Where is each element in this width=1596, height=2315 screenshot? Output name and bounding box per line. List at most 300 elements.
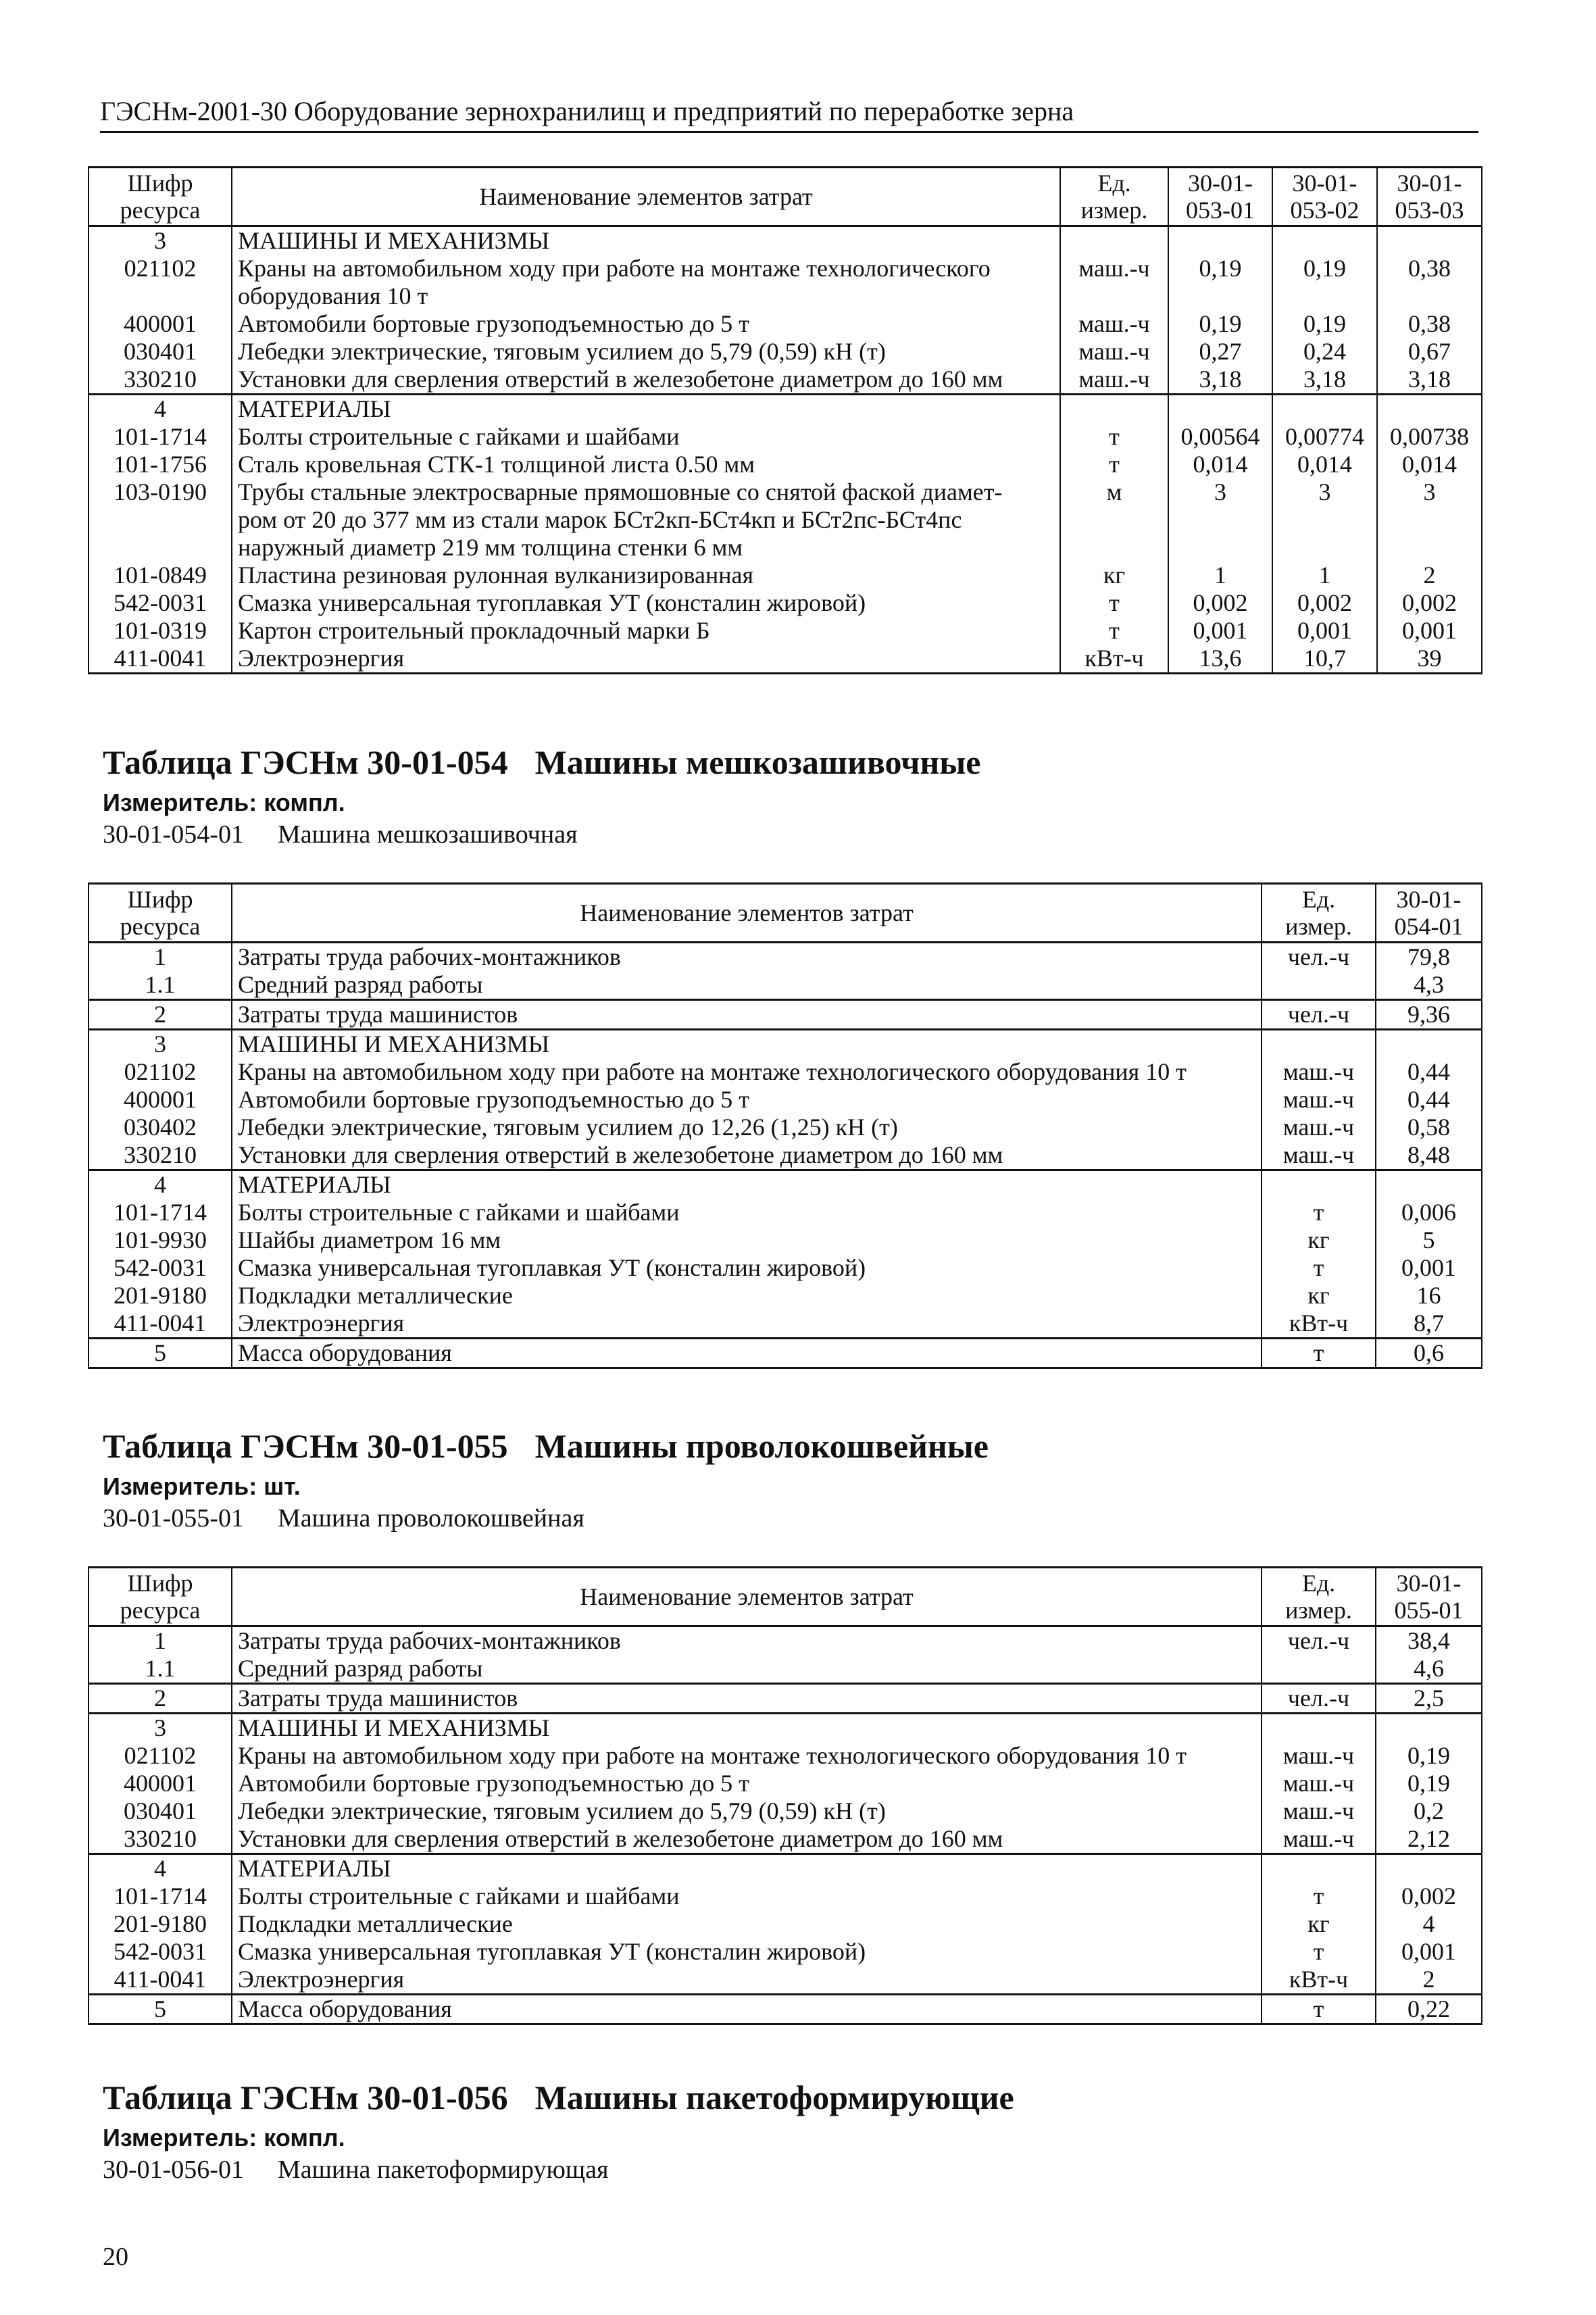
table-055-title: [103, 1426, 989, 1466]
table-054-sub-code: 30-01-054-01: [103, 820, 244, 849]
unit-of-measure: маш.-ч: [1060, 338, 1168, 366]
norm-value: 0,58: [1376, 1114, 1482, 1141]
resource-code: 400001: [89, 310, 232, 338]
table-054-subtitle: [103, 819, 578, 850]
unit-of-measure: маш.-ч: [1262, 1742, 1376, 1770]
resource-name: [232, 1626, 1262, 1656]
table-056-sub-code: 30-01-056-01: [103, 2156, 244, 2184]
resource-name-line: Установки для сверления отверстий в железобетоне диаметром до 160 мм: [238, 366, 1003, 393]
resource-name: [232, 1310, 1262, 1339]
norm-value: 0,001: [1376, 1938, 1482, 1966]
norm-value: 0,014: [1377, 451, 1482, 478]
unit-of-measure: кВт-ч: [1060, 645, 1168, 674]
table-row: [89, 1226, 1482, 1254]
resource-code: 542-0031: [89, 1254, 232, 1282]
table-row: [89, 1910, 1482, 1938]
resource-code: 030402: [89, 1114, 232, 1141]
header-col-053-01: 30-01- 053-01: [1168, 168, 1272, 226]
table-row: [89, 943, 1482, 972]
header-col-053-02: 30-01- 053-02: [1272, 168, 1377, 226]
unit-of-measure: чел.-ч: [1262, 1626, 1376, 1656]
resource-name-line: Автомобили бортовые грузоподъемностью до 5 т: [238, 310, 749, 337]
norm-value: 0,00564: [1168, 423, 1272, 451]
resource-name-line: Смазка универсальная тугоплавкая УТ (консталин жировой): [238, 589, 866, 616]
resource-name-line: Масса оборудования: [238, 1995, 452, 2022]
norm-value: 3,18: [1272, 366, 1377, 395]
resource-name-line: Автомобили бортовые грузоподъемностью до 5 т: [238, 1770, 749, 1797]
resource-name: [232, 1825, 1262, 1854]
resource-name: [232, 1995, 1262, 2024]
table-row: [89, 1742, 1482, 1770]
norm-value: 9,36: [1376, 1000, 1482, 1030]
unit-of-measure: т: [1060, 617, 1168, 645]
table-054-number: Таблица ГЭСНм 30-01-054: [103, 743, 508, 781]
unit-of-measure: т: [1262, 1199, 1376, 1226]
table-row: [89, 255, 1482, 310]
norm-value: 0,014: [1272, 451, 1377, 478]
resource-name-line: Краны на автомобильном ходу при работе на монтаже технологического оборудования 10 т: [238, 1742, 1187, 1769]
resource-name-line: Затраты труда машинистов: [238, 1685, 518, 1712]
table-055-sub-name: Машина проволокошвейная: [277, 1504, 584, 1533]
resource-code: 400001: [89, 1770, 232, 1797]
unit-of-measure: т: [1262, 1995, 1376, 2024]
resource-name: [232, 478, 1060, 562]
unit-of-measure: т: [1262, 1254, 1376, 1282]
table-056-subtitle: [103, 2154, 609, 2185]
resource-code: 021102: [89, 1742, 232, 1770]
resource-code: 101-9930: [89, 1226, 232, 1254]
unit-of-measure: [1262, 1030, 1376, 1059]
norm-value: 39: [1377, 645, 1482, 674]
resource-name-continuation: ром от 20 до 377 мм из стали марок БСт2кп-БСт4кп и БСт2пс-БСт4пс: [238, 506, 962, 533]
resource-code: 3: [89, 1030, 232, 1059]
resource-code: 3: [89, 226, 232, 255]
resource-code: 201-9180: [89, 1910, 232, 1938]
resource-name-line: МАТЕРИАЛЫ: [238, 1855, 391, 1882]
unit-of-measure: кг: [1262, 1910, 1376, 1938]
table-056-title: [103, 2077, 1014, 2118]
norm-value: 16: [1376, 1282, 1482, 1310]
norm-value: 0,19: [1272, 255, 1377, 310]
unit-of-measure: маш.-ч: [1262, 1086, 1376, 1114]
norm-value: 2,12: [1376, 1825, 1482, 1854]
table-row: [89, 1626, 1482, 1656]
resource-table-054: [88, 882, 1482, 1369]
norm-value: 0,19: [1272, 310, 1377, 338]
resource-name: [232, 1170, 1262, 1199]
header-code: Шифр ресурса: [89, 1568, 232, 1626]
table-row: [89, 1825, 1482, 1854]
table-row: [89, 1282, 1482, 1310]
unit-of-measure: т: [1060, 451, 1168, 478]
norm-value: [1168, 226, 1272, 255]
unit-of-measure: т: [1262, 1938, 1376, 1966]
unit-of-measure: маш.-ч: [1262, 1825, 1376, 1854]
table-055-name: Машины проволокошвейные: [534, 1427, 989, 1465]
table-055-subtitle: [103, 1503, 584, 1534]
norm-value: 5: [1376, 1226, 1482, 1254]
header-col-053-03: 30-01- 053-03: [1377, 168, 1482, 226]
norm-value: 4,3: [1376, 971, 1482, 1000]
table-row: [89, 589, 1482, 617]
norm-value: 0,00774: [1272, 423, 1377, 451]
unit-of-measure: [1262, 1854, 1376, 1883]
unit-of-measure: т: [1262, 1883, 1376, 1910]
resource-code: 101-1756: [89, 451, 232, 478]
resource-name-line: Пластина резиновая рулонная вулканизированная: [238, 562, 754, 589]
resource-code: 101-1714: [89, 1883, 232, 1910]
norm-value: 4: [1376, 1910, 1482, 1938]
table-row: [89, 645, 1482, 674]
resource-name-line: Картон строительный прокладочный марки Б: [238, 617, 710, 644]
norm-value: 0,002: [1168, 589, 1272, 617]
unit-of-measure: маш.-ч: [1060, 255, 1168, 310]
norm-value: [1272, 226, 1377, 255]
resource-code: 1.1: [89, 971, 232, 1000]
norm-value: 3: [1272, 478, 1377, 562]
norm-value: 1: [1272, 562, 1377, 589]
resource-name: [232, 1797, 1262, 1825]
resource-name: [232, 943, 1262, 972]
unit-of-measure: кВт-ч: [1262, 1966, 1376, 1995]
table-row: [89, 226, 1482, 255]
resource-name: [232, 451, 1060, 478]
norm-value: 0,38: [1377, 310, 1482, 338]
resource-code: 101-0849: [89, 562, 232, 589]
header-col-054-01: 30-01- 054-01: [1376, 884, 1482, 943]
resource-code: 411-0041: [89, 1966, 232, 1995]
resource-name: [232, 1058, 1262, 1086]
resource-code: 400001: [89, 1086, 232, 1114]
resource-name-line: Краны на автомобильном ходу при работе на монтаже технологического: [238, 255, 991, 282]
table-row: [89, 1883, 1482, 1910]
norm-value: 0,2: [1376, 1797, 1482, 1825]
resource-table-055: [88, 1566, 1482, 2025]
norm-value: 0,44: [1376, 1086, 1482, 1114]
table-055-measure: Измеритель: шт.: [103, 1472, 301, 1500]
norm-value: 0,014: [1168, 451, 1272, 478]
unit-of-measure: т: [1060, 589, 1168, 617]
resource-code: 542-0031: [89, 1938, 232, 1966]
resource-code: 4: [89, 1170, 232, 1199]
resource-name-line: МАШИНЫ И МЕХАНИЗМЫ: [238, 227, 550, 254]
resource-code: 030401: [89, 338, 232, 366]
table-row: [89, 617, 1482, 645]
resource-code: 103-0190: [89, 478, 232, 562]
resource-name: [232, 1254, 1262, 1282]
table-row: [89, 971, 1482, 1000]
unit-of-measure: кг: [1262, 1282, 1376, 1310]
resource-name: [232, 310, 1060, 338]
resource-name: [232, 395, 1060, 424]
norm-value: [1376, 1714, 1482, 1743]
resource-code: 330210: [89, 366, 232, 395]
norm-value: 8,7: [1376, 1310, 1482, 1339]
resource-name: [232, 1742, 1262, 1770]
resource-name-line: Болты строительные с гайками и шайбами: [238, 1883, 680, 1910]
table-row: [89, 1000, 1482, 1030]
table-055-number: Таблица ГЭСНм 30-01-055: [103, 1427, 508, 1465]
resource-name-line: Электроэнергия: [238, 1310, 405, 1337]
table-row: [89, 1938, 1482, 1966]
resource-code: 3: [89, 1714, 232, 1743]
resource-name-line: Электроэнергия: [238, 1966, 405, 1993]
resource-code: 2: [89, 1000, 232, 1030]
resource-code: 021102: [89, 255, 232, 310]
running-header: ГЭСНм-2001-30 Оборудование зернохранилищ и предприятий по переработке зерна: [100, 93, 1478, 133]
table-row: [89, 1141, 1482, 1170]
norm-value: 0,001: [1377, 617, 1482, 645]
resource-name-line: Затраты труда рабочих-монтажников: [238, 943, 621, 970]
norm-value: 0,002: [1376, 1883, 1482, 1910]
unit-of-measure: м: [1060, 478, 1168, 562]
unit-of-measure: маш.-ч: [1262, 1114, 1376, 1141]
norm-value: 0,44: [1376, 1058, 1482, 1086]
resource-name-line: Масса оборудования: [238, 1339, 452, 1366]
table-row: [89, 1339, 1482, 1368]
header-col-055-01: 30-01- 055-01: [1376, 1568, 1482, 1626]
norm-value: 10,7: [1272, 645, 1377, 674]
table-row: [89, 1030, 1482, 1059]
norm-value: [1272, 395, 1377, 424]
unit-of-measure: [1262, 1170, 1376, 1199]
table-056-sub-name: Машина пакетоформирующая: [277, 2156, 609, 2184]
unit-of-measure: [1060, 395, 1168, 424]
resource-name: [232, 617, 1060, 645]
unit-of-measure: кг: [1060, 562, 1168, 589]
norm-value: 0,19: [1168, 255, 1272, 310]
header-code: Шифр ресурса: [89, 168, 232, 226]
resource-code: 021102: [89, 1058, 232, 1086]
resource-name-line: МАТЕРИАЛЫ: [238, 1171, 391, 1198]
unit-of-measure: маш.-ч: [1262, 1058, 1376, 1086]
resource-name: [232, 1114, 1262, 1141]
norm-value: 13,6: [1168, 645, 1272, 674]
table-row: [89, 562, 1482, 589]
table-054-sub-name: Машина мешкозашивочная: [277, 820, 578, 849]
unit-of-measure: маш.-ч: [1262, 1770, 1376, 1797]
norm-value: 0,001: [1272, 617, 1377, 645]
table-row: [89, 1995, 1482, 2024]
resource-name-line: МАШИНЫ И МЕХАНИЗМЫ: [238, 1030, 550, 1057]
norm-value: 0,19: [1376, 1742, 1482, 1770]
resource-name: [232, 1966, 1262, 1995]
resource-name: [232, 366, 1060, 395]
norm-value: 3,18: [1377, 366, 1482, 395]
table-row: [89, 1684, 1482, 1714]
header-code: Шифр ресурса: [89, 884, 232, 943]
resource-name-line: Лебедки электрические, тяговым усилием до 5,79 (0,59) кН (т): [238, 1797, 886, 1824]
header-unit: Ед. измер.: [1262, 884, 1376, 943]
resource-code: 2: [89, 1684, 232, 1714]
resource-name-line: Лебедки электрические, тяговым усилием до 5,79 (0,59) кН (т): [238, 338, 886, 365]
resource-code: 4: [89, 395, 232, 424]
table-row: [89, 423, 1482, 451]
resource-name-line: Краны на автомобильном ходу при работе на монтаже технологического оборудования 10 т: [238, 1058, 1187, 1085]
resource-name: [232, 645, 1060, 674]
unit-of-measure: т: [1060, 423, 1168, 451]
resource-code: 411-0041: [89, 1310, 232, 1339]
table-056-number: Таблица ГЭСНм 30-01-056: [103, 2078, 508, 2116]
table-row: [89, 1310, 1482, 1339]
table-row: [89, 310, 1482, 338]
table-row: [89, 1770, 1482, 1797]
table-row: [89, 395, 1482, 424]
resource-name-line: Подкладки металлические: [238, 1282, 513, 1309]
unit-of-measure: [1262, 1655, 1376, 1684]
unit-of-measure: чел.-ч: [1262, 1684, 1376, 1714]
norm-value: 0,002: [1272, 589, 1377, 617]
norm-value: 0,38: [1377, 255, 1482, 310]
norm-value: 3: [1377, 478, 1482, 562]
resource-code: 101-1714: [89, 423, 232, 451]
resource-name-line: Смазка универсальная тугоплавкая УТ (консталин жировой): [238, 1254, 866, 1281]
norm-value: 79,8: [1376, 943, 1482, 972]
resource-name-line: МАШИНЫ И МЕХАНИЗМЫ: [238, 1714, 550, 1741]
table-row: [89, 338, 1482, 366]
norm-value: [1377, 226, 1482, 255]
resource-code: 5: [89, 1339, 232, 1368]
table-row: [89, 1655, 1482, 1684]
resource-name: [232, 1655, 1262, 1684]
header-name: Наименование элементов затрат: [232, 884, 1262, 943]
norm-value: 1: [1168, 562, 1272, 589]
norm-value: 0,6: [1376, 1339, 1482, 1368]
unit-of-measure: чел.-ч: [1262, 943, 1376, 972]
table-row: [89, 1058, 1482, 1086]
resource-code: 542-0031: [89, 589, 232, 617]
unit-of-measure: маш.-ч: [1060, 310, 1168, 338]
resource-name-line: Электроэнергия: [238, 645, 405, 672]
resource-name: [232, 1770, 1262, 1797]
resource-name: [232, 226, 1060, 255]
norm-value: [1168, 395, 1272, 424]
resource-name-line: Установки для сверления отверстий в железобетоне диаметром до 160 мм: [238, 1141, 1003, 1168]
resource-name: [232, 1226, 1262, 1254]
table-054-measure: Измеритель: компл.: [103, 789, 345, 816]
resource-name: [232, 1339, 1262, 1368]
unit-of-measure: маш.-ч: [1262, 1797, 1376, 1825]
resource-name: [232, 338, 1060, 366]
unit-of-measure: чел.-ч: [1262, 1000, 1376, 1030]
norm-value: 0,001: [1168, 617, 1272, 645]
resource-table-053: [88, 166, 1482, 674]
resource-code: 201-9180: [89, 1282, 232, 1310]
header-unit: Ед. измер.: [1262, 1568, 1376, 1626]
table-row: [89, 1797, 1482, 1825]
table-row: [89, 1114, 1482, 1141]
table-row: [89, 366, 1482, 395]
unit-of-measure: кг: [1262, 1226, 1376, 1254]
norm-value: 3: [1168, 478, 1272, 562]
resource-code: 330210: [89, 1141, 232, 1170]
resource-code: 101-0319: [89, 617, 232, 645]
norm-value: 4,6: [1376, 1655, 1482, 1684]
resource-name: [232, 1684, 1262, 1714]
resource-name-line: Болты строительные с гайками и шайбами: [238, 1199, 680, 1226]
norm-value: [1377, 395, 1482, 424]
header-unit: Ед. измер.: [1060, 168, 1168, 226]
resource-code: 4: [89, 1854, 232, 1883]
page-number: 20: [103, 2243, 128, 2271]
unit-of-measure: [1262, 1714, 1376, 1743]
resource-name-line: Смазка универсальная тугоплавкая УТ (консталин жировой): [238, 1938, 866, 1965]
resource-name-line: Сталь кровельная СТК-1 толщиной листа 0.50 мм: [238, 451, 755, 478]
resource-name: [232, 1938, 1262, 1966]
resource-name: [232, 1000, 1262, 1030]
table-056-name: Машины пакетоформирующие: [534, 2078, 1014, 2116]
resource-name-line: МАТЕРИАЛЫ: [238, 395, 391, 422]
resource-name-line: Болты строительные с гайками и шайбами: [238, 423, 680, 450]
table-054-name: Машины мешкозашивочные: [534, 743, 981, 781]
resource-name-line: Подкладки металлические: [238, 1910, 513, 1937]
resource-name-line: Затраты труда машинистов: [238, 1001, 518, 1028]
resource-name: [232, 1086, 1262, 1114]
resource-name: [232, 1282, 1262, 1310]
resource-name: [232, 255, 1060, 310]
resource-code: 1: [89, 943, 232, 972]
table-row: [89, 478, 1482, 562]
header-name: Наименование элементов затрат: [232, 168, 1060, 226]
resource-code: 1.1: [89, 1655, 232, 1684]
resource-name: [232, 1910, 1262, 1938]
norm-value: 0,00738: [1377, 423, 1482, 451]
resource-code: 330210: [89, 1825, 232, 1854]
resource-name-line: Средний разряд работы: [238, 1655, 483, 1682]
table-row: [89, 1966, 1482, 1995]
resource-code: 101-1714: [89, 1199, 232, 1226]
header-name: Наименование элементов затрат: [232, 1568, 1262, 1626]
resource-name: [232, 1854, 1262, 1883]
table-row: [89, 1170, 1482, 1199]
norm-value: 0,19: [1376, 1770, 1482, 1797]
table-row: [89, 1714, 1482, 1743]
resource-name: [232, 423, 1060, 451]
resource-code: 411-0041: [89, 645, 232, 674]
unit-of-measure: т: [1262, 1339, 1376, 1368]
resource-name: [232, 1030, 1262, 1059]
resource-code: 5: [89, 1995, 232, 2024]
norm-value: 0,67: [1377, 338, 1482, 366]
norm-value: 0,27: [1168, 338, 1272, 366]
table-054-title: [103, 742, 981, 782]
resource-name: [232, 971, 1262, 1000]
norm-value: [1376, 1170, 1482, 1199]
resource-name-line: Автомобили бортовые грузоподъемностью до 5 т: [238, 1086, 749, 1113]
resource-name: [232, 589, 1060, 617]
norm-value: 2: [1376, 1966, 1482, 1995]
norm-value: 0,22: [1376, 1995, 1482, 2024]
resource-name-continuation: наружный диаметр 219 мм толщина стенки 6 мм: [238, 534, 743, 561]
norm-value: 2,5: [1376, 1684, 1482, 1714]
norm-value: 0,006: [1376, 1199, 1482, 1226]
norm-value: 8,48: [1376, 1141, 1482, 1170]
unit-of-measure: кВт-ч: [1262, 1310, 1376, 1339]
resource-name-line: Лебедки электрические, тяговым усилием до 12,26 (1,25) кН (т): [238, 1114, 898, 1141]
table-row: [89, 1854, 1482, 1883]
norm-value: 3,18: [1168, 366, 1272, 395]
resource-code: 1: [89, 1626, 232, 1656]
norm-value: 2: [1377, 562, 1482, 589]
resource-name-continuation: оборудования 10 т: [238, 282, 428, 309]
resource-name: [232, 1883, 1262, 1910]
unit-of-measure: [1060, 226, 1168, 255]
norm-value: 0,001: [1376, 1254, 1482, 1282]
table-row: [89, 451, 1482, 478]
table-055-sub-code: 30-01-055-01: [103, 1504, 244, 1533]
resource-name-line: Трубы стальные электросварные прямошовные со снятой фаской диамет-: [238, 478, 1003, 505]
norm-value: 38,4: [1376, 1626, 1482, 1656]
